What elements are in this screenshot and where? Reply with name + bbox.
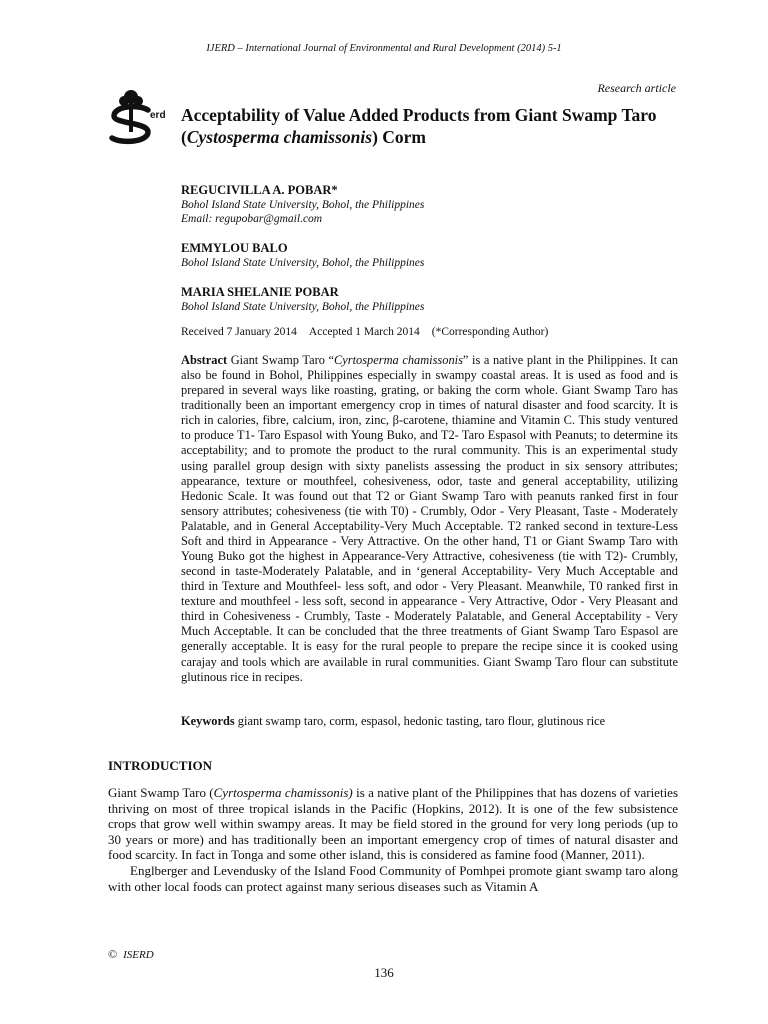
logo-text: erd: [150, 110, 166, 121]
title-part-2: ) Corm: [372, 127, 427, 147]
author-name: EMMYLOU BALO: [181, 241, 288, 255]
abstract-intro: Giant Swamp Taro “: [227, 353, 335, 367]
received-date: Received 7 January 2014: [181, 326, 297, 338]
journal-header: IJERD – International Journal of Environmental and Rural Development (2014) 5-1: [206, 43, 562, 54]
accepted-date: Accepted 1 March 2014: [308, 326, 420, 338]
author-3: [181, 284, 681, 314]
author-name: REGUCIVILLA A. POBAR*: [181, 183, 338, 197]
keywords-label: Keywords: [181, 714, 235, 728]
publication-dates: [181, 326, 681, 338]
keywords: [181, 714, 678, 729]
corresponding-note: (*Corresponding Author): [431, 326, 549, 338]
abstract: [181, 353, 678, 685]
intro-p1-start: Giant Swamp Taro (: [108, 785, 214, 800]
abstract-text: ” is a native plant in the Philippines. It can also be found in Bohol, Philippines especially in swampy coastal areas. It is used as food and is prepared in several ways like roasting, grating, or baking the corm whole. Giant Swamp Taro has traditionally been an important emergency crop in times of natural disaster and food scarcity. It is rich in calories, fibre, calcium, iron, zinc, β-carotene, thiamine and Vitamin C. This study ventured to produce T1- Taro Espasol with Young Buko, and T2- Taro Espasol with Peanuts; to determine its acceptability; and to promote the product to the rural community. This is an experimental study using parallel group design with sixty panelists assessing the product in six sensory attributes; appearance, texture or mouthfeel, cohesiveness, odor, taste and general acceptability, utilizing Hedonic Scale. It was found out that T2 or Giant Swamp Taro with peanuts ranked first in four sensory attributes; cohesiveness (tie with T0) - Crumbly, Odor - Very Pleasant, Taste - Moderately Palatable, and in General Acceptability-Very Much Acceptable. T2 ranked second in texture-Less Soft and third in Appearance - Very Attractive. On the other hand, T1 or Giant Swamp Taro with Young Buko got the highest in Appearance-Very Attractive, cohesiveness (tie with T2)- Crumbly, second in taste-Moderately Palatable, and in ‘general Acceptability- Very Much Acceptable and third in Texture and Mouthfeel- less soft, and odor - Very Pleasant. Meanwhile, T0 ranked first in texture and mouthfeel - less soft, second in appearance - Very Attractive, Odor - Very Pleasant and third in Cohesiveness - Crumbly, Taste - Moderately Palatable, and General Acceptability - Very Much Acceptable. It can be concluded that the three treatments of Giant Swamp Taro Espasol are generally acceptable. It is easy for the rural people to prepare the recipe since it is cooked using carajay and tools which are available in rural communities. Giant Swamp Taro flour can substitute glutinous rice in recipes.: [181, 353, 679, 684]
page-number: 136: [374, 965, 394, 980]
intro-paragraph-1: [108, 785, 678, 863]
author-2: [181, 240, 681, 270]
intro-p1-species: Cyrtosperma chamissonis): [213, 785, 353, 800]
title-part-1: Acceptability of Value Added Products from Giant Swamp Taro (: [181, 105, 657, 147]
article-type-label: Research article: [597, 81, 676, 95]
copyright: [108, 947, 154, 962]
author-name: MARIA SHELANIE POBAR: [181, 285, 339, 299]
copyright-text: ISERD: [123, 949, 154, 961]
abstract-species: Cyrtosperma chamissonis: [334, 353, 463, 367]
author-affiliation: Bohol Island State University, Bohol, the Philippines: [181, 301, 425, 313]
section-heading: INTRODUCTION: [108, 758, 213, 773]
journal-logo-icon: [108, 88, 178, 148]
abstract-label: Abstract: [181, 353, 228, 367]
article-title: [181, 104, 681, 148]
intro-paragraph-2: Englberger and Levendusky of the Island Food Community of Pomhpei promote giant swamp taro along with other local foods can protect against many serious diseases such as Vitamin A: [108, 862, 678, 894]
copyright-icon: ©: [108, 947, 118, 961]
introduction-body: [108, 785, 678, 894]
intro-p1-rest: is a native plant of the Philippines that has dozens of varieties thriving on most of three tropical islands in the Pacific (Hopkins, 2012). It is one of the few subsistence crops that grow well within swampy areas. It may be field stored in the ground for very long periods (up to 30 years or more) and has traditionally been an important emergency crop of times of natural disaster and food scarcity. In fact in Tonga and some other island, this is considered as famine food (Manner, 2011).: [108, 785, 679, 863]
keywords-text: giant swamp taro, corm, espasol, hedonic tasting, taro flour, glutinous rice: [234, 714, 606, 728]
author-affiliation: Bohol Island State University, Bohol, the Philippines: [181, 257, 425, 269]
author-email: Email: regupobar@gmail.com: [181, 213, 323, 225]
author-1: [181, 182, 681, 226]
title-species: Cystosperma chamissonis: [186, 127, 373, 147]
author-affiliation: Bohol Island State University, Bohol, the Philippines: [181, 199, 425, 211]
